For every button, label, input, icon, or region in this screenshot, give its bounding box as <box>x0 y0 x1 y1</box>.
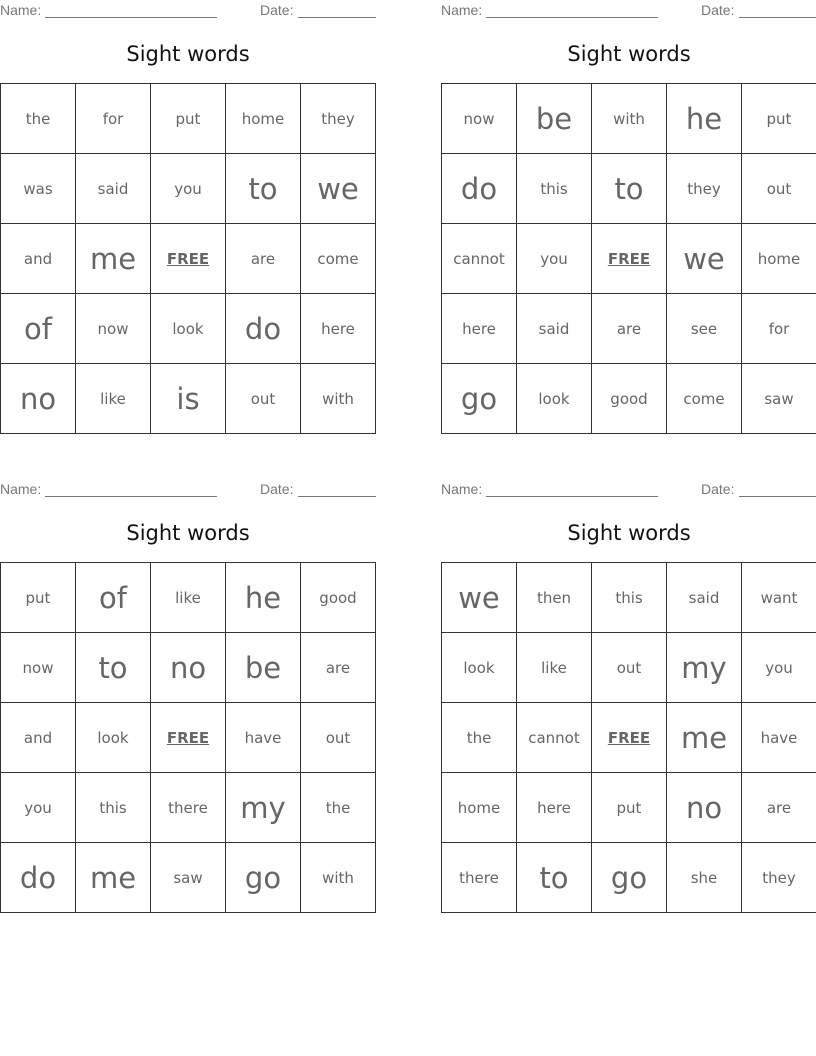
word-cell: go <box>592 843 667 913</box>
word-cell: home <box>742 224 816 294</box>
word-cell: out <box>226 364 301 434</box>
name-line <box>45 496 217 497</box>
word-cell: they <box>667 154 742 224</box>
word-cell: good <box>301 563 376 633</box>
word-cell: here <box>517 773 592 843</box>
grid-row <box>442 773 816 843</box>
grid-row <box>1 563 376 633</box>
word-cell: look <box>442 633 517 703</box>
grid-row <box>442 154 816 224</box>
word-cell: with <box>301 364 376 434</box>
word-cell: like <box>151 563 226 633</box>
word-cell: do <box>442 154 517 224</box>
word-cell: put <box>742 84 816 154</box>
word-cell: the <box>301 773 376 843</box>
grid-row <box>442 364 816 434</box>
word-cell: for <box>742 294 816 364</box>
word-cell: you <box>517 224 592 294</box>
grid-row <box>442 224 816 294</box>
word-cell: me <box>667 703 742 773</box>
word-cell: to <box>517 843 592 913</box>
word-cell: you <box>1 773 76 843</box>
word-cell: he <box>226 563 301 633</box>
word-cell: of <box>76 563 151 633</box>
word-cell: for <box>76 84 151 154</box>
word-cell: you <box>151 154 226 224</box>
word-cell: said <box>667 563 742 633</box>
word-cell: they <box>742 843 816 913</box>
word-cell: have <box>226 703 301 773</box>
word-cell: the <box>442 703 517 773</box>
word-cell: with <box>301 843 376 913</box>
word-grid <box>0 562 376 913</box>
date-line <box>298 17 376 18</box>
word-cell: put <box>151 84 226 154</box>
name-label: Name: <box>441 481 483 497</box>
word-cell: do <box>1 843 76 913</box>
word-cell: she <box>667 843 742 913</box>
free-cell: FREE <box>151 703 226 773</box>
card-title: Sight words <box>567 42 691 66</box>
date-label: Date: <box>701 2 735 18</box>
grid-row <box>442 633 816 703</box>
word-cell: look <box>151 294 226 364</box>
word-grid <box>441 562 816 913</box>
grid-row <box>1 773 376 843</box>
word-cell: go <box>226 843 301 913</box>
bingo-card <box>441 0 816 440</box>
date-label: Date: <box>260 2 294 18</box>
word-cell: my <box>226 773 301 843</box>
free-cell: FREE <box>592 224 667 294</box>
word-cell: he <box>667 84 742 154</box>
word-cell: want <box>742 563 816 633</box>
word-cell: there <box>151 773 226 843</box>
word-cell: we <box>301 154 376 224</box>
free-cell: FREE <box>151 224 226 294</box>
word-cell: said <box>517 294 592 364</box>
word-cell: put <box>592 773 667 843</box>
date-line <box>298 496 376 497</box>
grid-row <box>442 843 816 913</box>
word-cell: look <box>517 364 592 434</box>
word-cell: cannot <box>442 224 517 294</box>
name-label: Name: <box>0 481 42 497</box>
name-line <box>45 17 217 18</box>
word-cell: to <box>76 633 151 703</box>
name-label: Name: <box>441 2 483 18</box>
word-cell: no <box>1 364 76 434</box>
grid-row <box>1 843 376 913</box>
card-title: Sight words <box>126 42 250 66</box>
word-cell: be <box>517 84 592 154</box>
word-cell: out <box>592 633 667 703</box>
word-cell: here <box>301 294 376 364</box>
word-cell: have <box>742 703 816 773</box>
word-cell: now <box>442 84 517 154</box>
date-label: Date: <box>260 481 294 497</box>
word-cell: said <box>76 154 151 224</box>
card-title: Sight words <box>126 521 250 545</box>
word-cell: saw <box>151 843 226 913</box>
word-cell: go <box>442 364 517 434</box>
word-cell: this <box>517 154 592 224</box>
word-cell: now <box>76 294 151 364</box>
word-cell: cannot <box>517 703 592 773</box>
word-cell: are <box>301 633 376 703</box>
word-cell: me <box>76 843 151 913</box>
word-cell: was <box>1 154 76 224</box>
word-cell: are <box>592 294 667 364</box>
word-cell: they <box>301 84 376 154</box>
word-cell: no <box>151 633 226 703</box>
name-line <box>486 17 658 18</box>
word-cell: like <box>517 633 592 703</box>
name-date-bar <box>441 481 816 499</box>
grid-row <box>1 294 376 364</box>
grid-row <box>1 364 376 434</box>
word-cell: are <box>226 224 301 294</box>
word-cell: and <box>1 224 76 294</box>
name-date-bar <box>0 481 376 499</box>
date-label: Date: <box>701 481 735 497</box>
word-cell: are <box>742 773 816 843</box>
date-line <box>739 496 816 497</box>
word-cell: come <box>301 224 376 294</box>
word-cell: home <box>442 773 517 843</box>
word-cell: you <box>742 633 816 703</box>
word-cell: and <box>1 703 76 773</box>
grid-row <box>442 294 816 364</box>
word-cell: the <box>1 84 76 154</box>
word-cell: saw <box>742 364 816 434</box>
card-title: Sight words <box>567 521 691 545</box>
word-cell: there <box>442 843 517 913</box>
word-cell: with <box>592 84 667 154</box>
word-cell: now <box>1 633 76 703</box>
word-cell: out <box>301 703 376 773</box>
word-cell: do <box>226 294 301 364</box>
grid-row <box>1 224 376 294</box>
grid-row <box>1 633 376 703</box>
word-grid <box>0 83 376 434</box>
name-date-bar <box>441 2 816 20</box>
word-cell: come <box>667 364 742 434</box>
grid-row <box>442 563 816 633</box>
word-cell: we <box>667 224 742 294</box>
name-line <box>486 496 658 497</box>
name-date-bar <box>0 2 376 20</box>
word-cell: is <box>151 364 226 434</box>
free-cell: FREE <box>592 703 667 773</box>
word-cell: then <box>517 563 592 633</box>
grid-row <box>1 703 376 773</box>
word-cell: be <box>226 633 301 703</box>
grid-row <box>442 703 816 773</box>
word-cell: this <box>592 563 667 633</box>
word-cell: of <box>1 294 76 364</box>
word-cell: my <box>667 633 742 703</box>
word-cell: me <box>76 224 151 294</box>
bingo-card <box>0 0 376 440</box>
word-cell: no <box>667 773 742 843</box>
grid-row <box>1 154 376 224</box>
word-cell: see <box>667 294 742 364</box>
word-cell: home <box>226 84 301 154</box>
bingo-card <box>441 479 816 919</box>
word-grid <box>441 83 816 434</box>
grid-row <box>1 84 376 154</box>
word-cell: here <box>442 294 517 364</box>
name-label: Name: <box>0 2 42 18</box>
word-cell: we <box>442 563 517 633</box>
word-cell: look <box>76 703 151 773</box>
word-cell: out <box>742 154 816 224</box>
word-cell: to <box>592 154 667 224</box>
date-line <box>739 17 816 18</box>
grid-row <box>442 84 816 154</box>
word-cell: put <box>1 563 76 633</box>
word-cell: like <box>76 364 151 434</box>
word-cell: this <box>76 773 151 843</box>
bingo-card <box>0 479 376 919</box>
word-cell: good <box>592 364 667 434</box>
word-cell: to <box>226 154 301 224</box>
